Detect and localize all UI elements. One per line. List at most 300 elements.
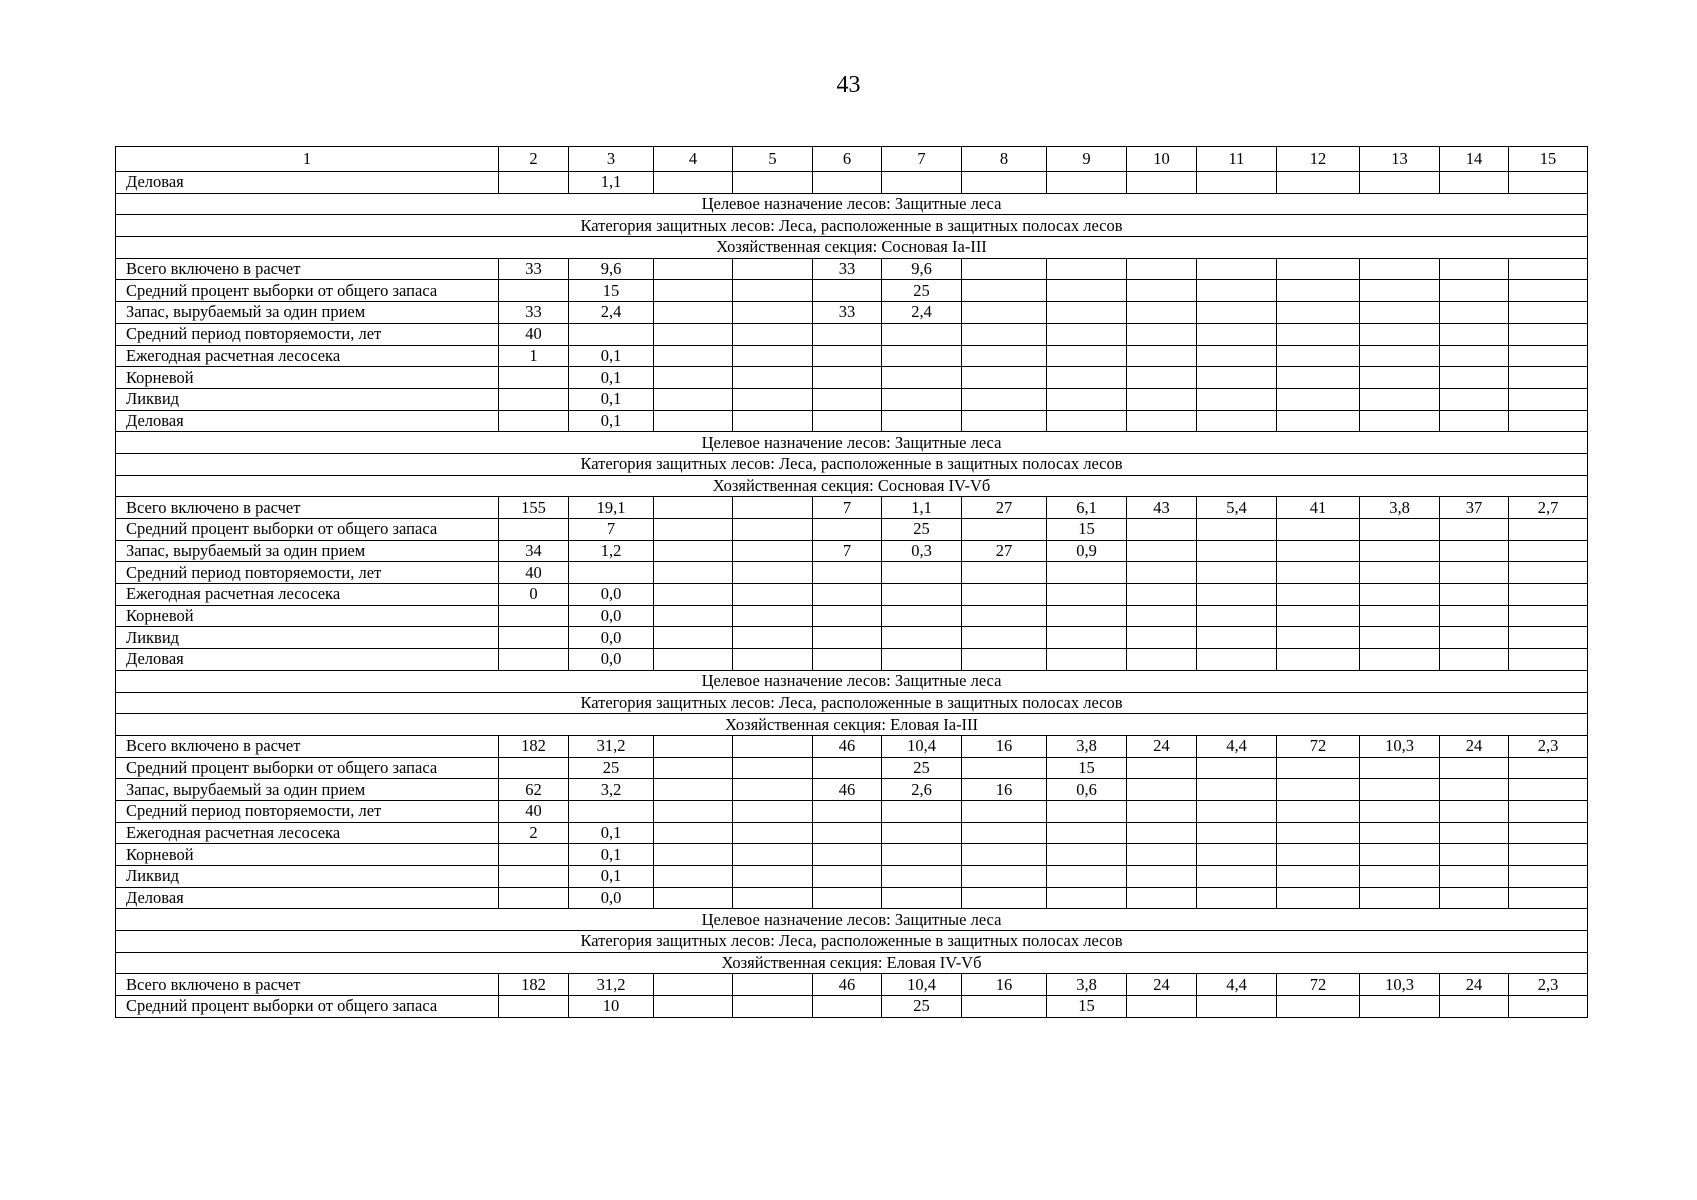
value-cell	[654, 974, 733, 996]
table-row	[116, 779, 1588, 801]
value-cell	[733, 540, 813, 562]
value-cell	[1277, 649, 1360, 671]
column-number-cell: 4	[654, 147, 733, 172]
row-label-cell: Ликвид	[116, 388, 499, 410]
value-cell: 7	[813, 497, 882, 519]
value-cell	[733, 388, 813, 410]
value-cell	[733, 735, 813, 757]
value-cell	[654, 280, 733, 302]
value-cell	[1277, 172, 1360, 194]
value-cell	[733, 172, 813, 194]
section-header-row	[116, 432, 1588, 454]
value-cell	[1360, 258, 1440, 280]
section-header-row	[116, 909, 1588, 931]
value-cell	[499, 388, 569, 410]
value-cell: 43	[1127, 497, 1197, 519]
value-cell	[733, 280, 813, 302]
value-cell: 33	[499, 302, 569, 324]
value-cell	[1127, 410, 1197, 432]
allowable-cut-table	[115, 146, 1588, 1018]
value-cell	[1277, 345, 1360, 367]
value-cell	[1360, 800, 1440, 822]
value-cell	[813, 887, 882, 909]
section-header-cell: Целевое назначение лесов: Защитные леса	[116, 670, 1588, 692]
value-cell	[654, 258, 733, 280]
value-cell	[1127, 172, 1197, 194]
value-cell: 41	[1277, 497, 1360, 519]
value-cell	[1509, 258, 1588, 280]
section-header-row	[116, 714, 1588, 736]
value-cell	[1197, 367, 1277, 389]
table-row	[116, 996, 1588, 1018]
value-cell	[733, 497, 813, 519]
value-cell: 62	[499, 779, 569, 801]
value-cell	[962, 302, 1047, 324]
value-cell: 0,0	[569, 605, 654, 627]
value-cell: 15	[1047, 757, 1127, 779]
value-cell	[1509, 627, 1588, 649]
value-cell	[962, 887, 1047, 909]
value-cell	[1440, 302, 1509, 324]
row-label-cell: Деловая	[116, 649, 499, 671]
value-cell	[882, 584, 962, 606]
value-cell	[1127, 519, 1197, 541]
value-cell	[1127, 540, 1197, 562]
table-row	[116, 887, 1588, 909]
value-cell	[882, 410, 962, 432]
value-cell: 15	[569, 280, 654, 302]
value-cell	[733, 258, 813, 280]
value-cell	[1047, 605, 1127, 627]
value-cell	[654, 887, 733, 909]
table-row	[116, 367, 1588, 389]
value-cell	[813, 866, 882, 888]
table-row	[116, 519, 1588, 541]
value-cell: 37	[1440, 497, 1509, 519]
row-label-cell: Всего включено в расчет	[116, 497, 499, 519]
value-cell	[813, 388, 882, 410]
value-cell	[1440, 757, 1509, 779]
row-label-cell: Корневой	[116, 844, 499, 866]
section-header-row	[116, 193, 1588, 215]
value-cell	[1127, 887, 1197, 909]
value-cell	[962, 844, 1047, 866]
value-cell	[1277, 519, 1360, 541]
value-cell	[813, 800, 882, 822]
value-cell	[654, 562, 733, 584]
value-cell	[1509, 367, 1588, 389]
section-header-cell: Целевое назначение лесов: Защитные леса	[116, 909, 1588, 931]
column-number-cell: 11	[1197, 147, 1277, 172]
value-cell	[654, 735, 733, 757]
value-cell	[1509, 519, 1588, 541]
value-cell	[1360, 627, 1440, 649]
value-cell	[1047, 323, 1127, 345]
value-cell	[569, 562, 654, 584]
value-cell	[654, 410, 733, 432]
table-row	[116, 280, 1588, 302]
section-header-row	[116, 453, 1588, 475]
value-cell	[1127, 584, 1197, 606]
value-cell: 24	[1440, 974, 1509, 996]
value-cell	[1440, 519, 1509, 541]
value-cell	[1360, 410, 1440, 432]
value-cell	[1197, 584, 1277, 606]
row-label-cell: Корневой	[116, 367, 499, 389]
value-cell	[1277, 996, 1360, 1018]
value-cell: 0,1	[569, 345, 654, 367]
value-cell	[1047, 844, 1127, 866]
row-label-cell: Деловая	[116, 887, 499, 909]
value-cell	[1127, 779, 1197, 801]
value-cell	[1197, 410, 1277, 432]
value-cell	[1509, 540, 1588, 562]
value-cell: 33	[813, 258, 882, 280]
value-cell	[1509, 887, 1588, 909]
value-cell	[1440, 280, 1509, 302]
value-cell	[1047, 866, 1127, 888]
value-cell: 7	[569, 519, 654, 541]
value-cell: 0,1	[569, 367, 654, 389]
value-cell	[1197, 779, 1277, 801]
value-cell	[813, 323, 882, 345]
value-cell	[813, 844, 882, 866]
column-number-cell: 2	[499, 147, 569, 172]
table-body	[116, 147, 1588, 1018]
value-cell	[1047, 800, 1127, 822]
value-cell	[499, 627, 569, 649]
value-cell	[882, 388, 962, 410]
value-cell	[882, 822, 962, 844]
value-cell	[1277, 323, 1360, 345]
value-cell: 182	[499, 735, 569, 757]
column-number-cell: 1	[116, 147, 499, 172]
value-cell	[962, 519, 1047, 541]
row-label-cell: Ежегодная расчетная лесосека	[116, 822, 499, 844]
value-cell: 0,9	[1047, 540, 1127, 562]
row-label-cell: Ликвид	[116, 627, 499, 649]
value-cell	[882, 887, 962, 909]
value-cell	[654, 866, 733, 888]
value-cell	[499, 519, 569, 541]
value-cell	[733, 822, 813, 844]
value-cell	[1440, 323, 1509, 345]
value-cell	[962, 562, 1047, 584]
table-row	[116, 605, 1588, 627]
value-cell	[962, 172, 1047, 194]
value-cell	[733, 519, 813, 541]
value-cell: 3,8	[1047, 974, 1127, 996]
value-cell	[1277, 584, 1360, 606]
value-cell	[1197, 800, 1277, 822]
value-cell: 25	[882, 757, 962, 779]
value-cell	[813, 584, 882, 606]
value-cell	[733, 584, 813, 606]
row-label-cell: Корневой	[116, 605, 499, 627]
row-label-cell: Ежегодная расчетная лесосека	[116, 345, 499, 367]
value-cell	[1127, 627, 1197, 649]
value-cell	[1440, 822, 1509, 844]
value-cell	[654, 388, 733, 410]
value-cell	[654, 757, 733, 779]
value-cell: 10,3	[1360, 974, 1440, 996]
value-cell	[1509, 779, 1588, 801]
table-row	[116, 866, 1588, 888]
value-cell	[1509, 866, 1588, 888]
value-cell	[1197, 540, 1277, 562]
table-row	[116, 649, 1588, 671]
value-cell: 3,2	[569, 779, 654, 801]
value-cell: 9,6	[882, 258, 962, 280]
value-cell: 0,0	[569, 627, 654, 649]
value-cell: 0,6	[1047, 779, 1127, 801]
section-header-cell: Хозяйственная секция: Сосновая IV-Vб	[116, 475, 1588, 497]
value-cell	[1197, 649, 1277, 671]
value-cell	[1360, 280, 1440, 302]
value-cell	[813, 172, 882, 194]
value-cell	[1360, 562, 1440, 584]
value-cell	[654, 540, 733, 562]
value-cell	[1440, 172, 1509, 194]
value-cell	[1509, 280, 1588, 302]
value-cell: 16	[962, 779, 1047, 801]
value-cell	[1277, 866, 1360, 888]
value-cell	[1440, 584, 1509, 606]
value-cell	[962, 649, 1047, 671]
value-cell	[569, 800, 654, 822]
value-cell: 25	[882, 996, 962, 1018]
value-cell	[1127, 302, 1197, 324]
value-cell: 182	[499, 974, 569, 996]
value-cell	[1127, 388, 1197, 410]
value-cell	[882, 367, 962, 389]
value-cell	[1197, 345, 1277, 367]
value-cell	[654, 800, 733, 822]
value-cell	[1360, 172, 1440, 194]
section-header-cell: Хозяйственная секция: Еловая Ia-III	[116, 714, 1588, 736]
value-cell	[1047, 172, 1127, 194]
row-label-cell: Средний процент выборки от общего запаса	[116, 280, 499, 302]
value-cell	[654, 779, 733, 801]
value-cell	[569, 323, 654, 345]
column-number-cell: 14	[1440, 147, 1509, 172]
value-cell: 0,1	[569, 410, 654, 432]
value-cell	[1509, 302, 1588, 324]
value-cell	[813, 280, 882, 302]
value-cell: 2,7	[1509, 497, 1588, 519]
value-cell: 4,4	[1197, 735, 1277, 757]
value-cell: 2,3	[1509, 735, 1588, 757]
value-cell	[813, 410, 882, 432]
value-cell	[1360, 540, 1440, 562]
value-cell: 46	[813, 974, 882, 996]
value-cell	[813, 822, 882, 844]
value-cell: 72	[1277, 735, 1360, 757]
value-cell	[1127, 822, 1197, 844]
section-header-cell: Категория защитных лесов: Леса, расположенные в защитных полосах лесов	[116, 215, 1588, 237]
value-cell	[654, 649, 733, 671]
value-cell	[882, 866, 962, 888]
value-cell	[1197, 388, 1277, 410]
value-cell	[1197, 757, 1277, 779]
column-number-cell: 15	[1509, 147, 1588, 172]
row-label-cell: Ликвид	[116, 866, 499, 888]
value-cell	[1277, 757, 1360, 779]
value-cell: 0,3	[882, 540, 962, 562]
table-row	[116, 258, 1588, 280]
value-cell	[1277, 562, 1360, 584]
value-cell: 0,0	[569, 649, 654, 671]
value-cell	[1047, 822, 1127, 844]
value-cell: 2	[499, 822, 569, 844]
value-cell	[1047, 280, 1127, 302]
value-cell	[962, 757, 1047, 779]
value-cell	[962, 627, 1047, 649]
value-cell	[1277, 367, 1360, 389]
value-cell	[499, 996, 569, 1018]
value-cell: 31,2	[569, 974, 654, 996]
value-cell: 27	[962, 540, 1047, 562]
row-label-cell: Деловая	[116, 172, 499, 194]
value-cell	[733, 974, 813, 996]
value-cell	[654, 497, 733, 519]
value-cell	[1197, 822, 1277, 844]
table-row	[116, 584, 1588, 606]
value-cell: 46	[813, 735, 882, 757]
value-cell	[654, 996, 733, 1018]
value-cell	[882, 627, 962, 649]
value-cell	[733, 605, 813, 627]
value-cell	[962, 345, 1047, 367]
value-cell	[1197, 172, 1277, 194]
value-cell	[1277, 887, 1360, 909]
value-cell	[1047, 258, 1127, 280]
value-cell	[1440, 258, 1509, 280]
value-cell	[1360, 388, 1440, 410]
row-label-cell: Всего включено в расчет	[116, 735, 499, 757]
value-cell	[813, 345, 882, 367]
value-cell	[962, 388, 1047, 410]
value-cell	[813, 562, 882, 584]
value-cell	[733, 844, 813, 866]
column-number-cell: 7	[882, 147, 962, 172]
value-cell: 1,1	[882, 497, 962, 519]
table-row	[116, 323, 1588, 345]
value-cell	[1440, 844, 1509, 866]
value-cell	[962, 410, 1047, 432]
value-cell: 3,8	[1047, 735, 1127, 757]
value-cell	[1509, 584, 1588, 606]
column-number-cell: 6	[813, 147, 882, 172]
value-cell: 24	[1440, 735, 1509, 757]
row-label-cell: Средний процент выборки от общего запаса	[116, 996, 499, 1018]
value-cell: 24	[1127, 735, 1197, 757]
value-cell	[882, 605, 962, 627]
value-cell	[1197, 562, 1277, 584]
value-cell	[882, 844, 962, 866]
value-cell	[1127, 844, 1197, 866]
value-cell	[654, 584, 733, 606]
value-cell	[1197, 887, 1277, 909]
value-cell	[499, 172, 569, 194]
row-label-cell: Средний период повторяемости, лет	[116, 800, 499, 822]
value-cell	[733, 757, 813, 779]
value-cell	[962, 323, 1047, 345]
section-header-cell: Категория защитных лесов: Леса, расположенные в защитных полосах лесов	[116, 692, 1588, 714]
value-cell	[1360, 866, 1440, 888]
row-label-cell: Запас, вырубаемый за один прием	[116, 540, 499, 562]
value-cell	[1197, 627, 1277, 649]
row-label-cell: Средний процент выборки от общего запаса	[116, 757, 499, 779]
value-cell	[1509, 388, 1588, 410]
value-cell	[1197, 280, 1277, 302]
value-cell	[813, 649, 882, 671]
column-number-cell: 13	[1360, 147, 1440, 172]
section-header-row	[116, 475, 1588, 497]
value-cell	[1277, 540, 1360, 562]
value-cell	[733, 800, 813, 822]
table-row	[116, 388, 1588, 410]
value-cell	[1440, 605, 1509, 627]
column-number-cell: 10	[1127, 147, 1197, 172]
value-cell: 16	[962, 735, 1047, 757]
value-cell: 0,1	[569, 388, 654, 410]
value-cell	[1047, 649, 1127, 671]
value-cell	[1277, 280, 1360, 302]
section-header-cell: Категория защитных лесов: Леса, расположенные в защитных полосах лесов	[116, 453, 1588, 475]
value-cell	[1509, 844, 1588, 866]
value-cell	[1277, 822, 1360, 844]
section-header-row	[116, 237, 1588, 259]
value-cell	[1360, 605, 1440, 627]
value-cell: 2,4	[882, 302, 962, 324]
value-cell: 7	[813, 540, 882, 562]
row-label-cell: Деловая	[116, 410, 499, 432]
value-cell	[654, 519, 733, 541]
value-cell	[1360, 996, 1440, 1018]
table-row	[116, 302, 1588, 324]
value-cell: 19,1	[569, 497, 654, 519]
value-cell	[1440, 540, 1509, 562]
value-cell	[733, 302, 813, 324]
value-cell	[1440, 887, 1509, 909]
value-cell	[1047, 345, 1127, 367]
value-cell	[962, 258, 1047, 280]
value-cell	[1197, 323, 1277, 345]
value-cell: 3,8	[1360, 497, 1440, 519]
value-cell: 9,6	[569, 258, 654, 280]
value-cell	[499, 887, 569, 909]
value-cell	[1440, 627, 1509, 649]
value-cell: 0,1	[569, 844, 654, 866]
page-number: 43	[836, 72, 861, 98]
value-cell	[1509, 757, 1588, 779]
value-cell	[1360, 844, 1440, 866]
row-label-cell: Средний период повторяемости, лет	[116, 323, 499, 345]
value-cell: 25	[569, 757, 654, 779]
value-cell	[1509, 323, 1588, 345]
value-cell: 5,4	[1197, 497, 1277, 519]
value-cell	[1127, 605, 1197, 627]
value-cell	[733, 562, 813, 584]
value-cell	[654, 172, 733, 194]
value-cell	[499, 367, 569, 389]
value-cell	[733, 649, 813, 671]
value-cell	[733, 323, 813, 345]
value-cell	[813, 996, 882, 1018]
value-cell	[1277, 800, 1360, 822]
value-cell: 2,3	[1509, 974, 1588, 996]
